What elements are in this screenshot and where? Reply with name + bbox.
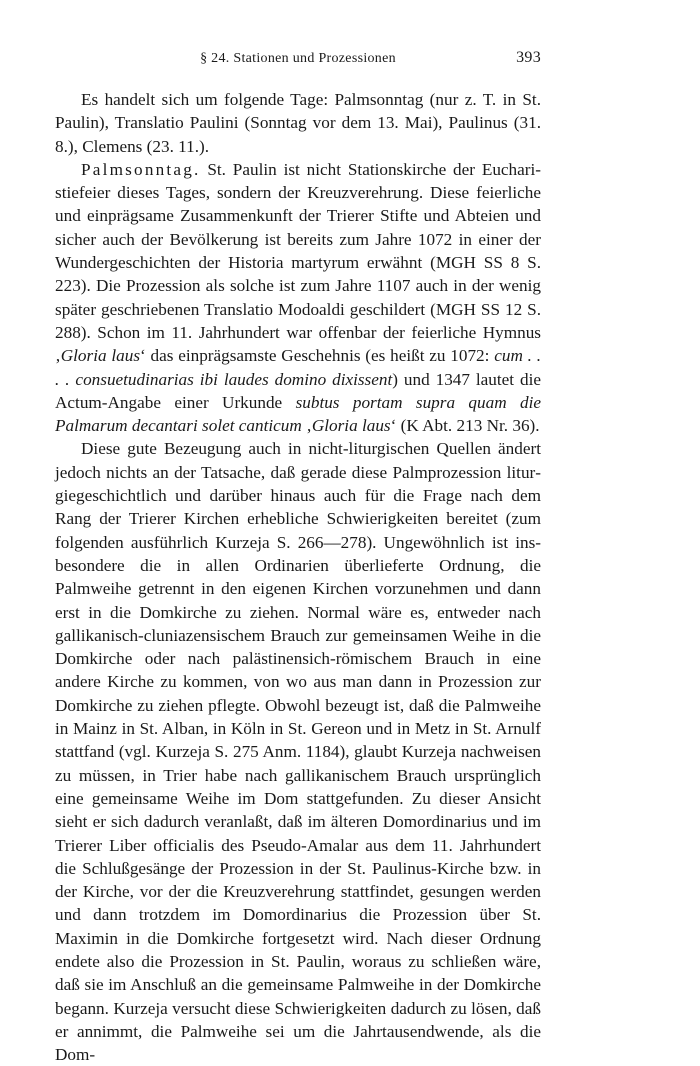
text-segment: ‘ das einprägsamste Geschehnis (es heißt zu 1072: [140, 346, 495, 366]
text-segment: ‚ [301, 416, 312, 436]
paragraph-bezeugung: Diese gute Bezeugung auch in nicht-liturgischen Quellen ändert jedoch nichts an der Tatsache, daß gerade diese Palmprozession liturgiegeschichtlich und darüber hinaus auch für die Frage nach dem Rang der Trierer Kirchen erhebliche Schwierigkeiten bereitet (zum folgenden ausführlich Kurzeja S. 266—278). Ungewöhnlich ist insbesondere die in allen Ordinarien überlieferte Ordnung, die Palmweihe getrennt in den eigenen Kirchen vorzunehmen und dann erst in die Domkirche zu ziehen. Normal wäre es, entweder nach gallikanisch-cluniazensischem Brauch zur gemeinsamen Weihe in die Domkirche oder nach palästinensich-römischem Brauch in eine andere Kirche zu kommen, von wo aus man dann in Prozession zur Domkirche zu ziehen pflegte. Obwohl bezeugt ist, daß die Palmweihe in Mainz in St. Alban, in Köln in St. Gereon und in Metz in St. Arnulf stattfand (vgl. Kurzeja S. 275 Anm. 1184), glaubt Kurzeja nachweisen zu müssen, in Trier habe nach gallikanischem Brauch ursprünglich eine gemeinsame Weihe im Dom stattgefunden. Zu dieser Ansicht sieht er sich dadurch veranlaßt, daß im älteren Domordinarius und im Trierer Liber officialis des Pseudo-Amalar aus dem 11. Jahrhundert die Schlußgesänge der Prozession in der St. Paulinus-Kirche bzw. in der Kirche, vor der die Kreuzverehrung stattfindet, gesungen werden und dann trotzdem im Domordinarius die Prozession über St. Maximin in die Domkirche fortgesetzt wird. Nach dieser Ordnung endete also die Prozession in St. Paulin, woraus zu schließen wäre, daß sie im Anschluß an die gemeinsame Palmweihe in der Domkirche begann. Kurzeja versucht diese Schwierigkeiten dadurch zu lösen, daß er annimmt, die Palmweihe sei um die Jahrtausendwende, als die Dom- [55, 439, 541, 1065]
section-heading-palmsonntag: Palmsonntag. [81, 159, 201, 179]
text-segment: ‘ (K Abt. 213 Nr. 36). [390, 416, 540, 436]
italic-latin-quote: cum . . . . consuetudinarias ibi laudes domino dixissent [55, 346, 542, 389]
text-segment: ) und 1347 lautet die Actum-Angabe einer Urkunde [55, 369, 541, 412]
paragraph-intro: Es handelt sich um folgende Tage: Palmsonntag (nur z. T. in St. Paulin), Translatio Paulini (Sonntag vor dem 13. Mai), Paulinus (31. 8.), Clemens (23. 11.). [55, 90, 541, 156]
running-head [55, 51, 541, 73]
italic-quote-gloria-laus: Gloria laus [311, 416, 391, 436]
page-number: 393 [516, 49, 541, 66]
paragraph-palmsonntag [55, 158, 541, 438]
italic-quote-gloria-laus: Gloria laus [60, 346, 141, 366]
running-title: § 24. Stationen und Prozessionen [200, 51, 396, 66]
text-segment: St. Paulin ist nicht Stationskirche der Eucharistiefeier dieses Tages, sondern der Kreuzverehrung. Diese feierliche und einprägsame Zusammenkunft der Trierer Stifte und Abteien und sicher auch der Bevölkerung ist bereits zum Jahre 1072 in einer der Wundergeschichten der Historia martyrum erwähnt (MGH SS 8 S. 223). Die Prozession als solche ist zum Jahre 1107 auch in der wenig später geschriebenen Translatio Modoaldi geschildert (MGH SS 12 S. 288). Schon im 11. Jahrhundert war offenbar der feierliche Hymnus ‚ [55, 159, 541, 366]
body-text [55, 88, 541, 1066]
italic-latin-quote: subtus portam supra quam die Palmarum decantari solet canticum [55, 392, 541, 436]
